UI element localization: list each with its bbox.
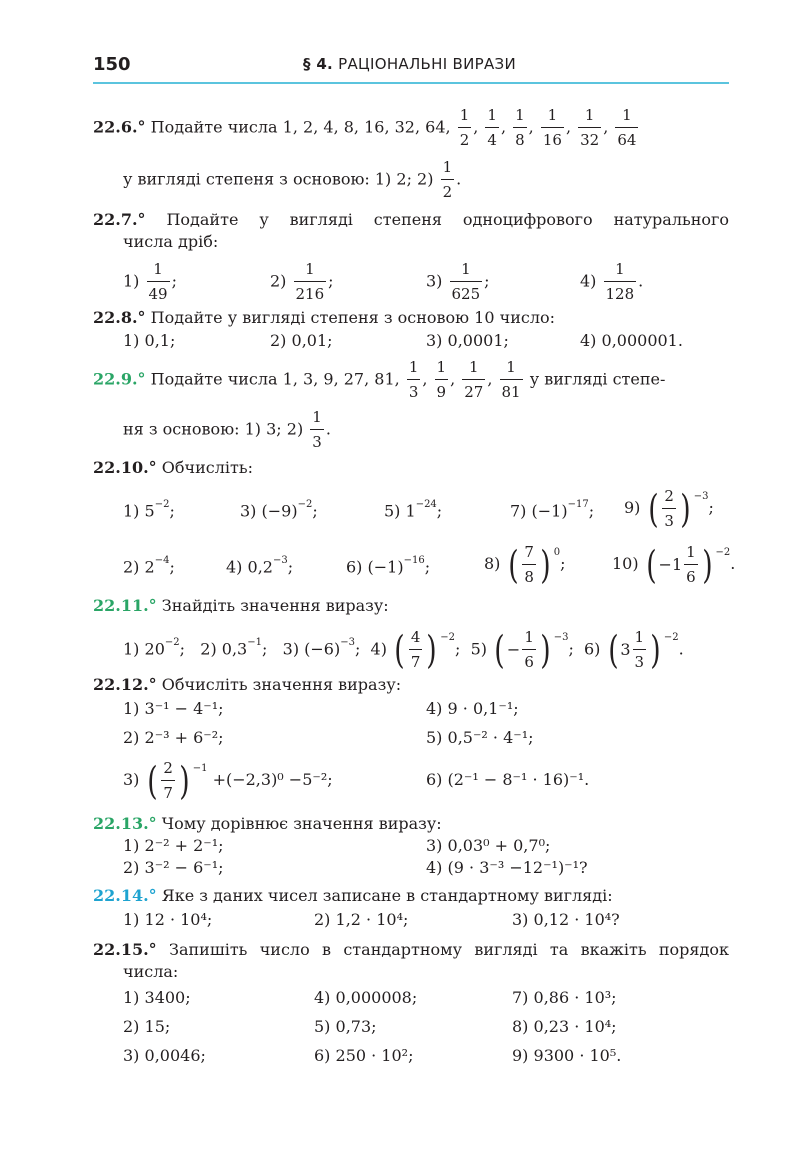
ex10-10: 10) ( −1 $\frac{1}{6}$ ) $^{-2}$. xyxy=(612,542,736,587)
exercise-22-7-line2: числа дріб: xyxy=(123,232,219,251)
ex13-3: 3) 0,03⁰ + 0,7⁰; xyxy=(426,836,551,855)
exercise-22-8-item4: 4) 0,000001. xyxy=(580,331,683,350)
exercise-22-8-item3: 3) 0,0001; xyxy=(426,331,509,350)
exercise-22-11-items: 1) $20^{-2}$; 2) $0,3^{-1}$; 3) $(-6)^{-3}$; 4) ( $\frac{4}{7}$ ) $^{-2}$; 5) ( − $\frac{1}{6}$ ) $^{-3}$; 6) ( 3 $\frac{1}{3}$ ) $^{-2}$. xyxy=(123,627,684,672)
ex10-1: 1) $5^{-2}$; xyxy=(123,499,175,521)
ex10-3: 3) $(-9)^{-2}$; xyxy=(240,499,318,521)
ex15-4: 4) 0,000008; xyxy=(314,988,418,1007)
ex13-4: 4) (9 · 3⁻³ −12⁻¹)⁻¹? xyxy=(426,858,588,877)
exercise-22-15: 22.15.° Запишіть число в стандартному вигляді та вкажіть порядок xyxy=(93,940,730,959)
page-header xyxy=(93,54,729,84)
ex12-1: 1) 3⁻¹ − 4⁻¹; xyxy=(123,699,224,718)
exercise-22-8: 22.8.° Подайте у вигляді степеня з основою 10 число: xyxy=(93,308,556,327)
ex14-2: 2) 1,2 · 10⁴; xyxy=(314,910,409,929)
exercise-22-8-item2: 2) 0,01; xyxy=(270,331,333,350)
ex15-6: 6) 250 · 10²; xyxy=(314,1046,414,1065)
exercise-22-8-item1: 1) 0,1; xyxy=(123,331,176,350)
ex10-5: 5) $1^{-24}$; xyxy=(384,499,443,521)
ex10-8: 8) ( $\frac{7}{8}$ ) $^0$; xyxy=(484,542,566,587)
ex15-2: 2) 15; xyxy=(123,1017,171,1036)
exercise-22-11: 22.11.° Знайдіть значення виразу: xyxy=(93,596,389,615)
ex13-1: 1) 2⁻² + 2⁻¹; xyxy=(123,836,224,855)
page-number: 150 xyxy=(93,54,131,75)
ex15-3: 3) 0,0046; xyxy=(123,1046,206,1065)
ex12-2: 2) 2⁻³ + 6⁻²; xyxy=(123,728,224,747)
section-title: § 4. РАЦІОНАЛЬНІ ВИРАЗИ xyxy=(303,55,516,73)
ex14-1: 1) 12 · 10⁴; xyxy=(123,910,213,929)
ex13-2: 2) 3⁻² − 6⁻¹; xyxy=(123,858,224,877)
ex10-4: 4) $0,2^{-3}$; xyxy=(226,555,294,577)
ex10-6: 6) $(-1)^{-16}$; xyxy=(346,555,431,577)
exercise-22-9-line2: ня з основою: 1) 3; 2) $\frac{1}{3}$ . xyxy=(123,408,331,451)
ex10-2: 2) $2^{-4}$; xyxy=(123,555,175,577)
ex15-9: 9) 9300 · 10⁵. xyxy=(512,1046,622,1065)
exercise-22-13: 22.13.° Чому дорівнює значення виразу: xyxy=(93,814,442,833)
ex10-9: 9) ( $\frac{2}{3}$ ) $^{-3}$; xyxy=(624,486,714,531)
ex15-7: 7) 0,86 · 10³; xyxy=(512,988,617,1007)
ex15-5: 5) 0,73; xyxy=(314,1017,377,1036)
exercise-22-7-item4: 4) $\frac{1}{128}$ . xyxy=(580,260,644,303)
exercise-22-15-line2: числа: xyxy=(123,962,179,981)
ex15-1: 1) 3400; xyxy=(123,988,191,1007)
exercise-22-6-line2: у вигляді степеня з основою: 1) 2; 2) $\frac{1}{2}$ . xyxy=(123,158,462,201)
ex14-3: 3) 0,12 · 10⁴? xyxy=(512,910,620,929)
ex12-5: 5) 0,5⁻² · 4⁻¹; xyxy=(426,728,534,747)
ex10-7: 7) $(-1)^{-17}$; xyxy=(510,499,595,521)
ex12-6: 6) (2⁻¹ − 8⁻¹ · 16)⁻¹. xyxy=(426,770,590,789)
exercise-22-10: 22.10.° Обчисліть: xyxy=(93,458,253,477)
exercise-22-7-item1: 1) $\frac{1}{49}$ ; xyxy=(123,260,177,303)
exercise-22-7-item3: 3) $\frac{1}{625}$ ; xyxy=(426,260,490,303)
exercise-22-9: 22.9.° Подайте числа 1, 3, 9, 27, 81, $\frac{1}{3}$ , $\frac{1}{9}$ , $\frac{1}{27}$ , $\frac{1}{81}$ у вигляді степе- xyxy=(93,358,666,401)
exercise-22-6: 22.6.° Подайте числа 1, 2, 4, 8, 16, 32, 64, $\frac{1}{2}$ , $\frac{1}{4}$ , $\frac{1}{8}$ , $\frac{1}{16}$ , $\frac{1}{32}$ , $\frac{1}{64}$ xyxy=(93,106,637,149)
ex12-3: 3) ( $\frac{2}{7}$ ) $^{-1}$ +(−2,3)⁰ −5⁻²; xyxy=(123,758,333,803)
exercise-22-12: 22.12.° Обчисліть значення виразу: xyxy=(93,675,402,694)
ex12-4: 4) 9 · 0,1⁻¹; xyxy=(426,699,519,718)
ex15-8: 8) 0,23 · 10⁴; xyxy=(512,1017,617,1036)
exercise-22-14: 22.14.° Яке з даних чисел записане в стандартному вигляді: xyxy=(93,886,613,905)
exercise-22-7: 22.7.° Подайте у вигляді степеня одноцифрового натурального xyxy=(93,210,729,229)
exercise-22-7-item2: 2) $\frac{1}{216}$ ; xyxy=(270,260,334,303)
